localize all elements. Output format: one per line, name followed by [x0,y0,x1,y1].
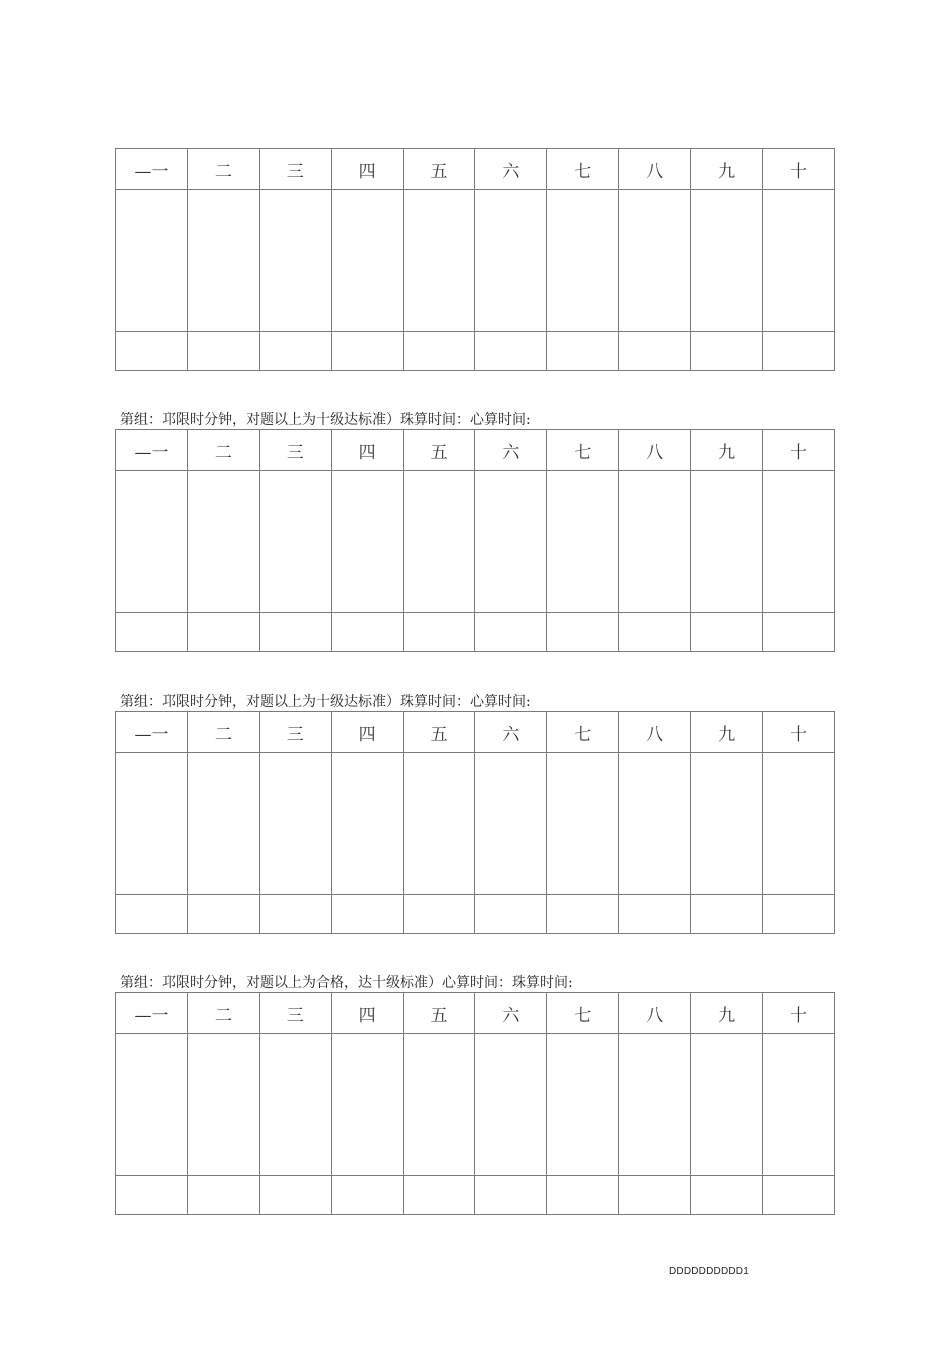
work-cell[interactable] [691,753,763,895]
answer-cell[interactable] [403,332,475,371]
col-header-1: —一 [116,993,188,1034]
col-header-10: 十 [763,993,835,1034]
answer-row [116,1176,835,1215]
answer-cell[interactable] [331,1176,403,1215]
work-cell[interactable] [403,753,475,895]
work-cell[interactable] [187,471,259,613]
work-cell[interactable] [116,753,188,895]
work-cell[interactable] [619,1034,691,1176]
work-cell[interactable] [691,471,763,613]
work-cell[interactable] [259,471,331,613]
answer-cell[interactable] [259,613,331,652]
col-header-2: 二 [187,430,259,471]
work-cell[interactable] [547,190,619,332]
section-caption: 第组：邛限时分钟，对题以上为十级达标准）珠算时间：心算时间: [120,694,531,710]
answer-grid-4 [115,992,835,1215]
col-header-7: 七 [547,430,619,471]
col-header-6: 六 [475,993,547,1034]
answer-cell[interactable] [331,613,403,652]
col-header-5: 五 [403,712,475,753]
work-cell[interactable] [763,471,835,613]
answer-cell[interactable] [547,1176,619,1215]
work-cell[interactable] [475,190,547,332]
col-header-10: 十 [763,712,835,753]
col-header-9: 九 [691,993,763,1034]
work-cell[interactable] [403,190,475,332]
answer-cell[interactable] [547,332,619,371]
answer-cell[interactable] [475,895,547,934]
col-header-6: 六 [475,149,547,190]
work-cell[interactable] [259,753,331,895]
answer-row [116,613,835,652]
col-header-8: 八 [619,712,691,753]
work-cell[interactable] [475,1034,547,1176]
answer-row [116,895,835,934]
answer-grid-3 [115,711,835,934]
col-header-2: 二 [187,712,259,753]
work-row [116,190,835,332]
answer-cell[interactable] [116,895,188,934]
work-cell[interactable] [619,471,691,613]
col-header-4: 四 [331,993,403,1034]
work-cell[interactable] [691,190,763,332]
col-header-3: 三 [259,149,331,190]
work-cell[interactable] [619,753,691,895]
col-header-10: 十 [763,149,835,190]
answer-cell[interactable] [547,613,619,652]
col-header-5: 五 [403,430,475,471]
answer-cell[interactable] [403,613,475,652]
header-row [116,430,835,471]
col-header-5: 五 [403,149,475,190]
answer-cell[interactable] [259,895,331,934]
work-row [116,1034,835,1176]
section-caption: 第组：邛限时分钟，对题以上为十级达标准）珠算时间：心算时间: [120,412,531,428]
work-cell[interactable] [403,1034,475,1176]
page-footer-code: DDDDDDDDDD1 [669,1266,749,1277]
answer-cell[interactable] [187,895,259,934]
answer-cell[interactable] [691,895,763,934]
answer-cell[interactable] [691,1176,763,1215]
answer-cell[interactable] [763,895,835,934]
work-cell[interactable] [187,190,259,332]
answer-cell[interactable] [691,332,763,371]
answer-cell[interactable] [619,613,691,652]
col-header-1: —一 [116,712,188,753]
col-header-4: 四 [331,430,403,471]
answer-grid-2 [115,429,835,652]
answer-cell[interactable] [259,1176,331,1215]
work-cell[interactable] [763,1034,835,1176]
answer-cell[interactable] [116,332,188,371]
answer-cell[interactable] [475,613,547,652]
work-cell[interactable] [763,190,835,332]
work-row [116,753,835,895]
col-header-5: 五 [403,993,475,1034]
answer-cell[interactable] [187,332,259,371]
col-header-7: 七 [547,712,619,753]
work-cell[interactable] [403,471,475,613]
col-header-1: —一 [116,430,188,471]
answer-cell[interactable] [763,1176,835,1215]
answer-row [116,332,835,371]
answer-cell[interactable] [116,1176,188,1215]
answer-cell[interactable] [547,895,619,934]
work-cell[interactable] [547,1034,619,1176]
work-cell[interactable] [187,1034,259,1176]
col-header-6: 六 [475,430,547,471]
work-cell[interactable] [691,1034,763,1176]
section-caption: 第组：邛限时分钟，对题以上为合格，达十级标准）心算时间：珠算时间: [120,975,573,991]
col-header-9: 九 [691,149,763,190]
answer-cell[interactable] [475,332,547,371]
work-cell[interactable] [331,753,403,895]
col-header-7: 七 [547,149,619,190]
col-header-7: 七 [547,993,619,1034]
answer-cell[interactable] [403,895,475,934]
col-header-8: 八 [619,430,691,471]
col-header-3: 三 [259,430,331,471]
work-cell[interactable] [619,190,691,332]
answer-cell[interactable] [763,332,835,371]
work-cell[interactable] [475,753,547,895]
col-header-3: 三 [259,993,331,1034]
answer-cell[interactable] [331,895,403,934]
col-header-3: 三 [259,712,331,753]
col-header-2: 二 [187,149,259,190]
work-cell[interactable] [116,1034,188,1176]
answer-cell[interactable] [403,1176,475,1215]
col-header-8: 八 [619,993,691,1034]
answer-cell[interactable] [259,332,331,371]
answer-cell[interactable] [475,1176,547,1215]
answer-grid-1 [115,148,835,371]
col-header-9: 九 [691,430,763,471]
answer-cell[interactable] [691,613,763,652]
work-cell[interactable] [547,471,619,613]
col-header-6: 六 [475,712,547,753]
answer-cell[interactable] [619,895,691,934]
header-row [116,149,835,190]
answer-cell[interactable] [619,332,691,371]
work-cell[interactable] [331,1034,403,1176]
work-cell[interactable] [259,190,331,332]
col-header-10: 十 [763,430,835,471]
answer-cell[interactable] [187,1176,259,1215]
col-header-2: 二 [187,993,259,1034]
col-header-9: 九 [691,712,763,753]
header-row [116,993,835,1034]
col-header-1: —一 [116,149,188,190]
work-cell[interactable] [259,1034,331,1176]
work-cell[interactable] [331,190,403,332]
work-cell[interactable] [547,753,619,895]
work-cell[interactable] [187,753,259,895]
work-cell[interactable] [331,471,403,613]
work-cell[interactable] [475,471,547,613]
answer-cell[interactable] [619,1176,691,1215]
header-row [116,712,835,753]
answer-cell[interactable] [187,613,259,652]
col-header-4: 四 [331,712,403,753]
answer-cell[interactable] [116,613,188,652]
work-cell[interactable] [116,471,188,613]
col-header-4: 四 [331,149,403,190]
answer-cell[interactable] [331,332,403,371]
col-header-8: 八 [619,149,691,190]
work-cell[interactable] [116,190,188,332]
work-row [116,471,835,613]
work-cell[interactable] [763,753,835,895]
answer-cell[interactable] [763,613,835,652]
